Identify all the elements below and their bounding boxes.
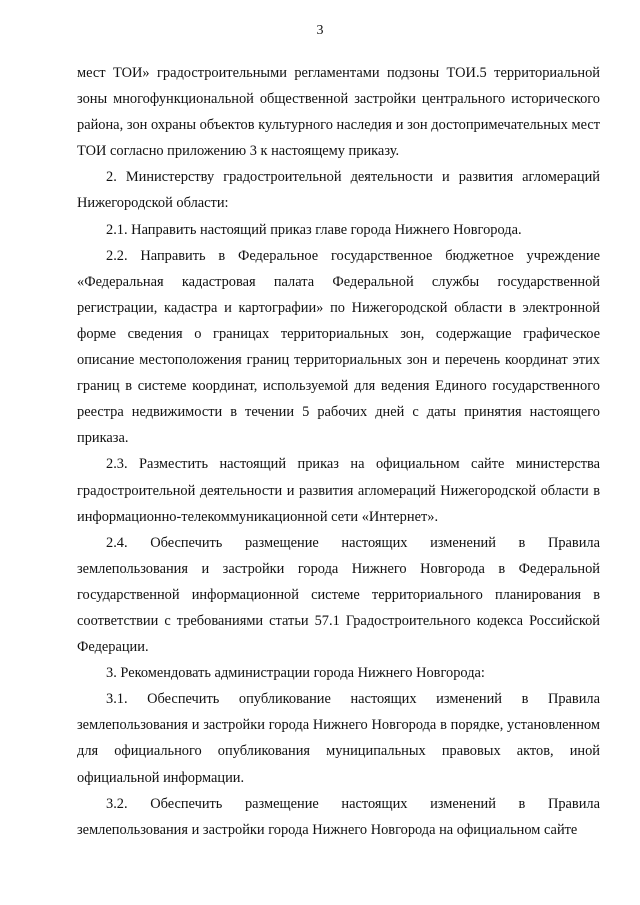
paragraph-item-3-1: 3.1. Обеспечить опубликование настоящих изменений в Правила землепользования и застройки города Нижнего Новгорода в порядке, установленном для официального опубликования муниципальных правовых актов, иной официальной информации.	[77, 691, 600, 786]
paragraph-item-2-1: 2.1. Направить настоящий приказ главе города Нижнего Новгорода.	[106, 221, 522, 238]
paragraph-item-2-2: 2.2. Направить в Федеральное государственное бюджетное учреждение «Федеральная кадастровая палата Федеральной службы государственной регистрации, кадастра и картографии» по Нижегородской области в электронной форме сведения о границах территориальных зон, содержащие графическое описание местоположения границ территориальных зон и перечень координат этих границ в системе координат, используемой для ведения Единого государственного реестра недвижимости в течении 5 рабочих дней с даты принятия настоящего приказа.	[77, 247, 600, 447]
paragraph-item-2-4: 2.4. Обеспечить размещение настоящих изменений в Правила землепользования и застройки города Нижнего Новгорода в Федеральной государственной информационной системе территориального планирования в соответствии с требованиями статьи 57.1 Градостроительного кодекса Российской Федерации.	[77, 534, 600, 656]
paragraph-item-3-2: 3.2. Обеспечить размещение настоящих изменений в Правила землепользования и застройки города Нижнего Новгорода на официальном сайте	[77, 795, 600, 838]
paragraph-item-2: 2. Министерству градостроительной деятельности и развития агломераций Нижегородской области:	[77, 169, 600, 212]
document-body	[77, 60, 600, 843]
paragraph-continuation: мест ТОИ» градостроительными регламентами подзоны ТОИ.5 территориальной зоны многофункциональной общественной застройки центрального исторического района, зон охраны объектов культурного наследия и зон достопримечательных мест ТОИ согласно приложению 3 к настоящему приказу.	[77, 65, 600, 160]
page-number: 3	[316, 23, 324, 38]
paragraph-item-3: 3. Рекомендовать администрации города Нижнего Новгорода:	[106, 665, 485, 682]
paragraph-item-2-3: 2.3. Разместить настоящий приказ на официальном сайте министерства градостроительной деятельности и развития агломераций Нижегородской области в информационно-телекоммуникационной сети «Интернет».	[77, 456, 600, 525]
